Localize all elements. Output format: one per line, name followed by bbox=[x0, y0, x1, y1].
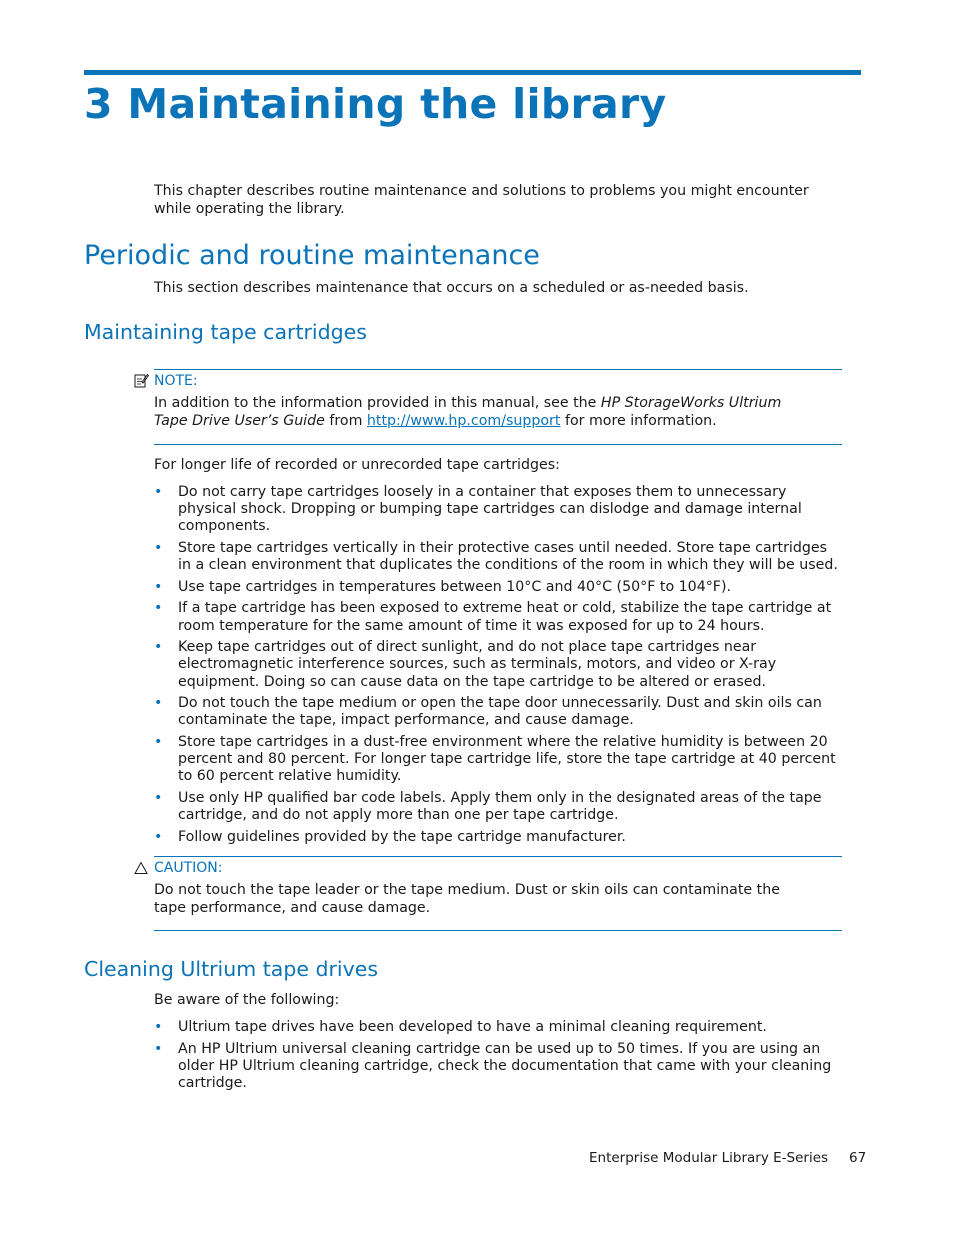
intro-paragraph: This chapter describes routine maintenance and solutions to problems you might encounter while operating the library. bbox=[154, 183, 809, 217]
footer-title: Enterprise Modular Library E-Series bbox=[589, 1150, 829, 1166]
bullet-icon: • bbox=[154, 733, 163, 750]
hp-support-link[interactable]: http://www.hp.com/support bbox=[366, 412, 561, 429]
bullet-icon: • bbox=[154, 639, 163, 656]
section-heading-periodic: Periodic and routine maintenance bbox=[84, 240, 540, 271]
note-bottom-rule bbox=[154, 444, 842, 445]
note-label: NOTE: bbox=[154, 373, 198, 389]
bullet-icon: • bbox=[154, 540, 163, 556]
tape-care-list bbox=[154, 484, 844, 850]
bullet-icon: • bbox=[154, 695, 163, 712]
list-item: • An HP Ultrium universal cleaning cartridge can be used up to 50 times. If you are using an older HP Ultrium cleaning cartridge, check the documentation that came with your cleaning cartridge. bbox=[154, 1040, 832, 1091]
bullet-icon: • bbox=[154, 1040, 163, 1057]
note-guide-title: HP StorageWorks Ultrium Tape Drive User’s Guide bbox=[154, 395, 782, 429]
bullet-icon: • bbox=[154, 600, 163, 617]
bullet-icon: • bbox=[154, 828, 163, 845]
tapes-lead: For longer life of recorded or unrecorded tape cartridges: bbox=[154, 457, 560, 473]
caution-top-rule bbox=[154, 856, 842, 857]
page-number: 67 bbox=[849, 1150, 867, 1166]
bullet-icon: • bbox=[154, 578, 163, 595]
note-text-after: for more information. bbox=[560, 412, 717, 429]
list-item: • Store tape cartridges vertically in their protective cases until needed. Store tape cartridges in a clean environment that duplicates the conditions of the room in which they will be used. bbox=[154, 540, 838, 574]
chapter-top-rule bbox=[84, 70, 861, 75]
periodic-paragraph: This section describes maintenance that occurs on a scheduled or as-needed basis. bbox=[154, 280, 749, 296]
cleaning-lead: Be aware of the following: bbox=[154, 992, 340, 1008]
note-top-rule bbox=[154, 369, 842, 370]
caution-triangle-icon bbox=[134, 860, 148, 874]
bullet-icon: • bbox=[154, 484, 163, 500]
note-text bbox=[154, 395, 814, 430]
caution-bottom-rule bbox=[154, 930, 842, 931]
caution-text: Do not touch the tape leader or the tape medium. Dust or skin oils can contaminate the tape performance, and cause damage. bbox=[154, 882, 780, 916]
caution-label: CAUTION: bbox=[154, 860, 223, 876]
list-item: • Store tape cartridges in a dust-free environment where the relative humidity is between 20 percent and 80 percent. For longer tape cartridge life, store the tape cartridge at 40 percent to 60 percent relative humidity. bbox=[154, 733, 836, 785]
chapter-title: 3 Maintaining the library bbox=[84, 80, 667, 128]
list-item: • Use tape cartridges in temperatures between 10°C and 40°C (50°F to 104°F). bbox=[154, 578, 732, 595]
list-item: • Ultrium tape drives have been developed to have a minimal cleaning requirement. bbox=[154, 1019, 767, 1035]
bullet-icon: • bbox=[154, 1019, 163, 1035]
list-item: • Keep tape cartridges out of direct sunlight, and do not place tape cartridges near electromagnetic interference sources, such as terminals, motors, and video or X-ray equipment. Doing so can cause data on the tape cartridge to be altered or erased. bbox=[154, 639, 777, 690]
subsection-heading-tapes: Maintaining tape cartridges bbox=[84, 320, 367, 344]
list-item: • Use only HP qualified bar code labels. Apply them only in the designated areas of the tape cartridge, and do not apply more than one per tape cartridge. bbox=[154, 789, 822, 824]
bullet-icon: • bbox=[154, 789, 163, 806]
list-item: • Do not carry tape cartridges loosely in a container that exposes them to unnecessary physical shock. Dropping or bumping tape cartridges can dislodge and damage internal components. bbox=[154, 484, 802, 535]
note-text-from: from bbox=[324, 412, 367, 429]
list-item: • Follow guidelines provided by the tape cartridge manufacturer. bbox=[154, 828, 626, 845]
cleaning-list bbox=[154, 1019, 844, 1097]
subsection-heading-cleaning: Cleaning Ultrium tape drives bbox=[84, 957, 379, 981]
list-item: • If a tape cartridge has been exposed to extreme heat or cold, stabilize the tape cartridge at room temperature for the same amount of time it was exposed for up to 24 hours. bbox=[154, 600, 832, 634]
note-text-before: In addition to the information provided in this manual, see the bbox=[154, 395, 601, 411]
list-item: • Do not touch the tape medium or open the tape door unnecessarily. Dust and skin oils can contaminate the tape, impact performance, and cause damage. bbox=[154, 695, 822, 729]
note-icon bbox=[134, 373, 148, 387]
